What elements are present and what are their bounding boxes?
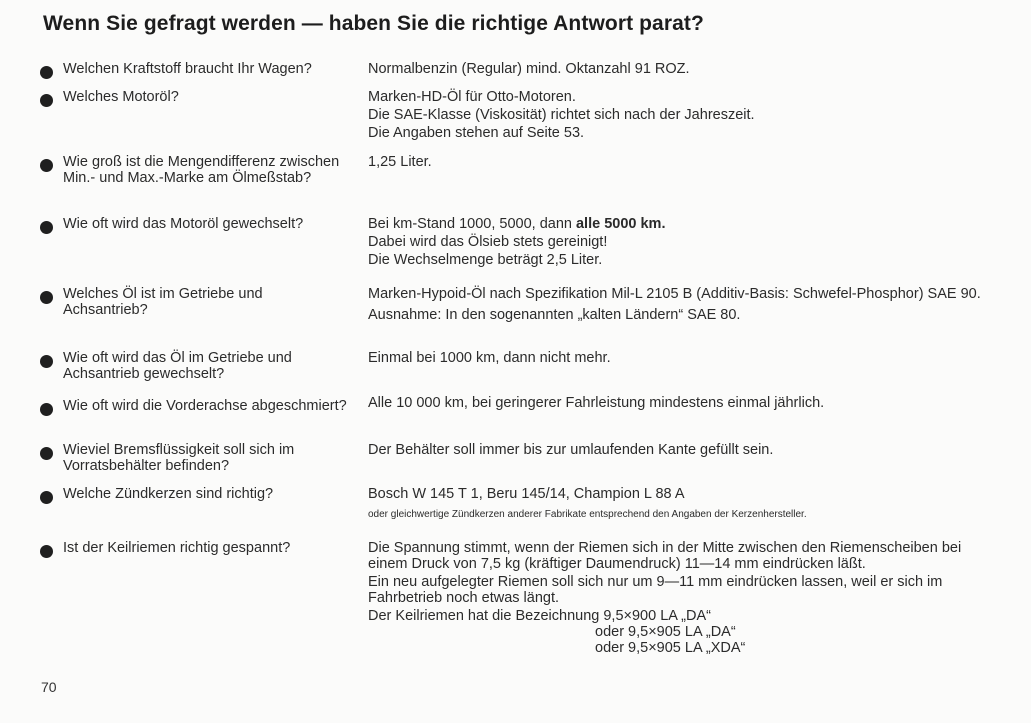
question: Wie groß ist die Mengendifferenz zwischen Min.- und Max.-Marke am Ölmeßstab?	[63, 154, 340, 186]
bullet-icon	[40, 94, 53, 107]
answer	[368, 154, 998, 170]
answer-line: Die Spannung stimmt, wenn der Riemen sich in der Mitte zwischen den Riemenscheiben bei einem Druck von 7,5 kg (kräftiger Daumendruck) 11—14 mm eindrücken läßt.	[368, 540, 962, 572]
question: Welche Zündkerzen sind richtig?	[63, 486, 274, 502]
question: Welches Öl ist im Getriebe und Achsantrieb?	[63, 286, 263, 318]
answer	[368, 442, 998, 458]
question: Wie oft wird das Motoröl gewechselt?	[63, 216, 304, 232]
page-title: Wenn Sie gefragt werden — haben Sie die richtige Antwort parat?	[43, 12, 704, 35]
answer-line: Die Angaben stehen auf Seite 53.	[368, 125, 585, 141]
answer-alternative: oder 9,5×905 LA „XDA“	[595, 640, 746, 656]
answer	[368, 61, 998, 77]
answer-line: Dabei wird das Ölsieb stets gereinigt!	[368, 234, 608, 250]
question: Ist der Keilriemen richtig gespannt?	[63, 540, 291, 556]
bullet-icon	[40, 491, 53, 504]
bullet-icon	[40, 355, 53, 368]
page-number: 70	[41, 679, 57, 695]
answer-line: Der Behälter soll immer bis zur umlaufenden Kante gefüllt sein.	[368, 442, 774, 458]
bullet-icon	[40, 221, 53, 234]
answer-line	[368, 216, 998, 232]
answer-line: Bosch W 145 T 1, Beru 145/14, Champion L 88 A	[368, 486, 685, 502]
answer	[368, 89, 998, 141]
answer-line: Alle 10 000 km, bei geringerer Fahrleistung mindestens einmal jährlich.	[368, 395, 825, 411]
answer	[368, 286, 998, 323]
answer-note: oder gleichwertige Zündkerzen anderer Fabrikate entsprechend den Angaben der Kerzenhersteller.	[368, 509, 807, 520]
answer	[368, 540, 998, 656]
answer-line: 1,25 Liter.	[368, 154, 432, 170]
question: Wie oft wird die Vorderachse abgeschmiert?	[63, 398, 347, 414]
answer	[368, 486, 998, 521]
answer-line: Der Keilriemen hat die Bezeichnung 9,5×900 LA „DA“	[368, 608, 711, 624]
answer-line: Ein neu aufgelegter Riemen soll sich nur um 9—11 mm eindrücken lassen, weil er sich im Fahrbetrieb noch etwas längt.	[368, 574, 943, 606]
answer-line: Die SAE-Klasse (Viskosität) richtet sich nach der Jahreszeit.	[368, 107, 755, 123]
answer-line: Normalbenzin (Regular) mind. Oktanzahl 91 ROZ.	[368, 61, 690, 77]
question: Wieviel Bremsflüssigkeit soll sich im Vorratsbehälter befinden?	[63, 442, 295, 474]
bullet-icon	[40, 403, 53, 416]
bullet-icon	[40, 447, 53, 460]
question: Welchen Kraftstoff braucht Ihr Wagen?	[63, 61, 312, 77]
answer	[368, 216, 998, 268]
question: Welches Motoröl?	[63, 89, 179, 105]
answer-line: Marken-HD-Öl für Otto-Motoren.	[368, 89, 576, 105]
bullet-icon	[40, 291, 53, 304]
answer-line: Einmal bei 1000 km, dann nicht mehr.	[368, 350, 611, 366]
answer	[368, 350, 998, 366]
answer-alternative: oder 9,5×905 LA „DA“	[595, 624, 736, 640]
answer	[368, 395, 998, 411]
answer-emphasis: alle 5000 km.	[575, 216, 666, 232]
answer-line: Marken-Hypoid-Öl nach Spezifikation Mil-L 2105 B (Additiv-Basis: Schwefel-Phosphor) SAE 90.	[368, 286, 981, 302]
bullet-icon	[40, 159, 53, 172]
bullet-icon	[40, 66, 53, 79]
question: Wie oft wird das Öl im Getriebe und Achsantrieb gewechselt?	[63, 350, 292, 382]
answer-text: Bei km-Stand 1000, 5000, dann	[368, 216, 576, 232]
answer-line: Ausnahme: In den sogenannten „kalten Ländern“ SAE 80.	[368, 307, 741, 323]
bullet-icon	[40, 545, 53, 558]
answer-line: Die Wechselmenge beträgt 2,5 Liter.	[368, 252, 603, 268]
